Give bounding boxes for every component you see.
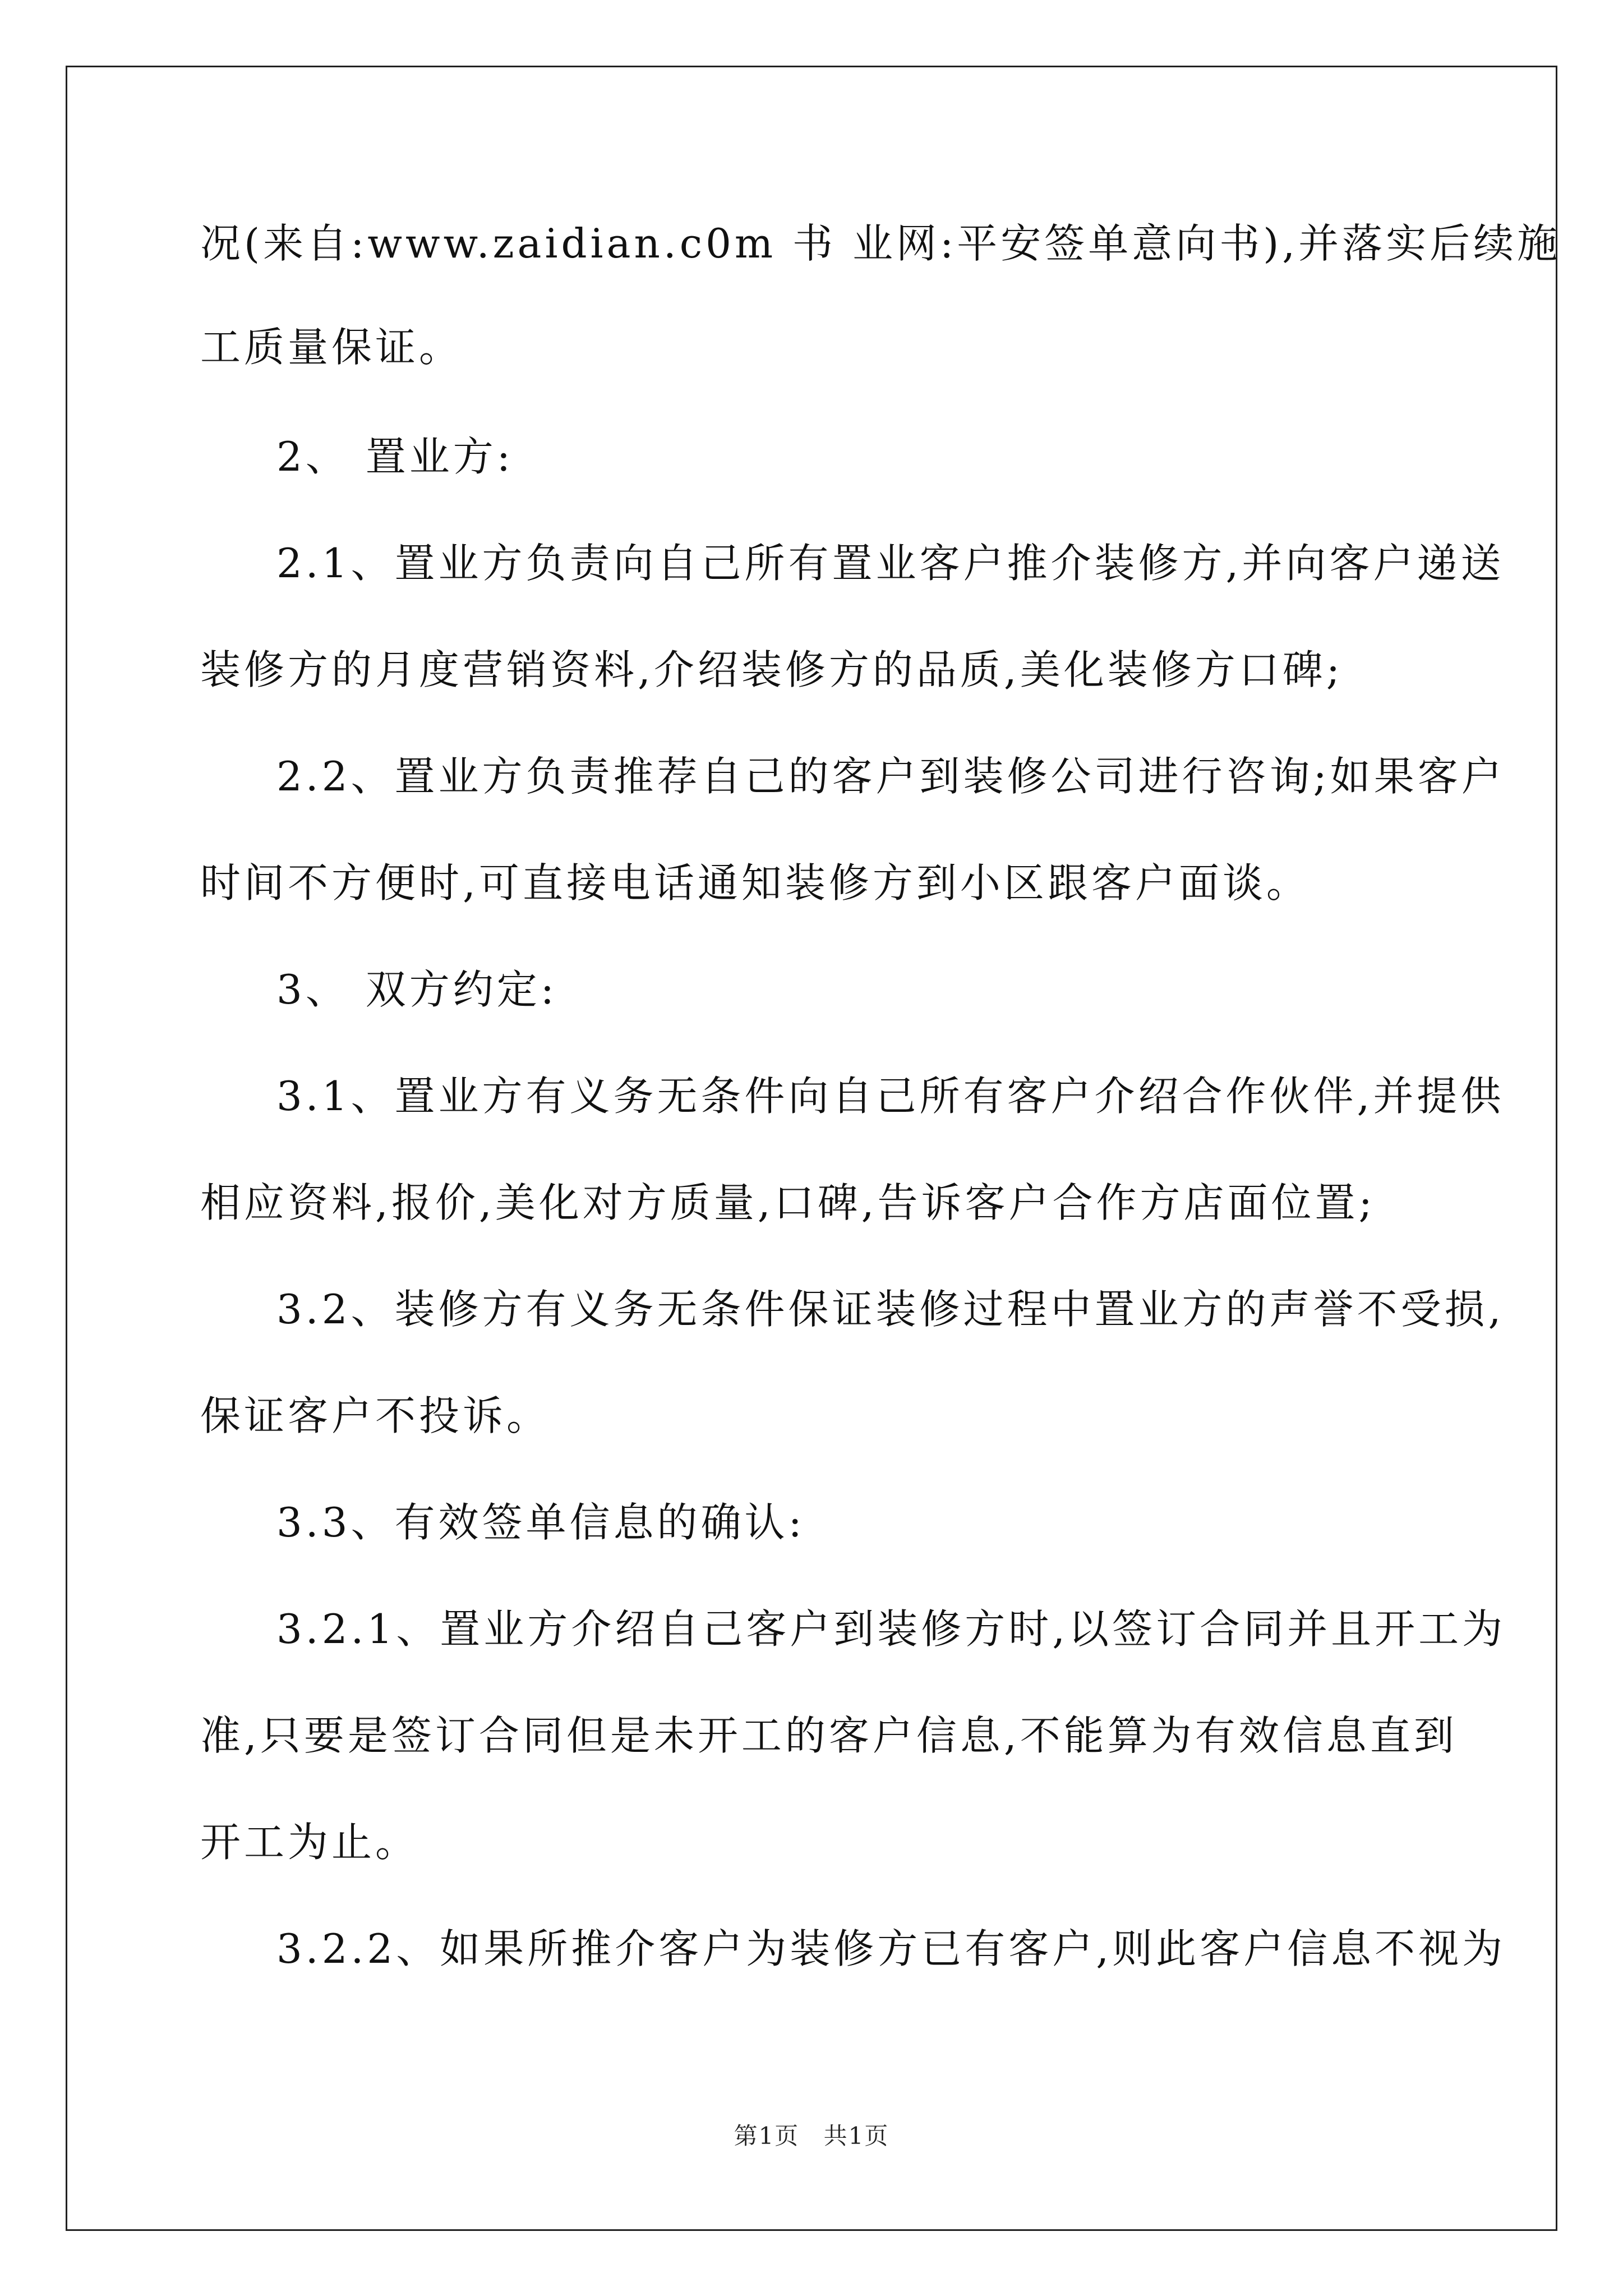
- text-line: 时间不方便时,可直接电话通知装修方到小区跟客户面谈。: [200, 859, 1310, 907]
- text-line: 况(来自:www.zaidian.c0m 书 业网:平安签单意向书),并落实后续施: [200, 220, 1561, 267]
- text-line: 2.1、置业方负责向自己所有置业客户推介装修方,并向客户递送: [276, 540, 1505, 587]
- text-line: 3.1、置业方有义务无条件向自己所有客户介绍合作伙伴,并提供: [276, 1073, 1505, 1120]
- text-line: 开工为止。: [200, 1819, 419, 1866]
- text-line: 工质量保证。: [200, 324, 463, 371]
- text-line: 3.2.1、置业方介绍自己客户到装修方时,以签订合同并且开工为: [276, 1605, 1506, 1653]
- text-line: 3.2、装修方有义务无条件保证装修过程中置业方的声誉不受损,: [276, 1286, 1505, 1333]
- text-line: 相应资料,报价,美化对方质量,口碑,告诉客户合作方店面位置;: [200, 1179, 1376, 1226]
- text-line: 装修方的月度营销资料,介绍装修方的品质,美化装修方口碑;: [200, 646, 1344, 693]
- text-line: 2.2、置业方负责推荐自己的客户到装修公司进行咨询;如果客户: [276, 753, 1505, 800]
- page-border: [66, 66, 1557, 2231]
- text-line: 3.2.2、如果所推介客户为装修方已有客户,则此客户信息不视为: [276, 1925, 1506, 1972]
- page-number-current: 第1页: [734, 2122, 800, 2150]
- page-number-total: 共1页: [823, 2122, 889, 2150]
- text-line: 保证客户不投诉。: [200, 1392, 551, 1439]
- text-line: 3.3、有效签单信息的确认:: [276, 1499, 805, 1546]
- page-footer: [0, 2119, 1623, 2153]
- section-heading: 2、 置业方:: [276, 433, 514, 480]
- text-line: 准,只要是签订合同但是未开工的客户信息,不能算为有效信息直到: [200, 1712, 1458, 1759]
- section-heading: 3、 双方约定:: [276, 966, 557, 1013]
